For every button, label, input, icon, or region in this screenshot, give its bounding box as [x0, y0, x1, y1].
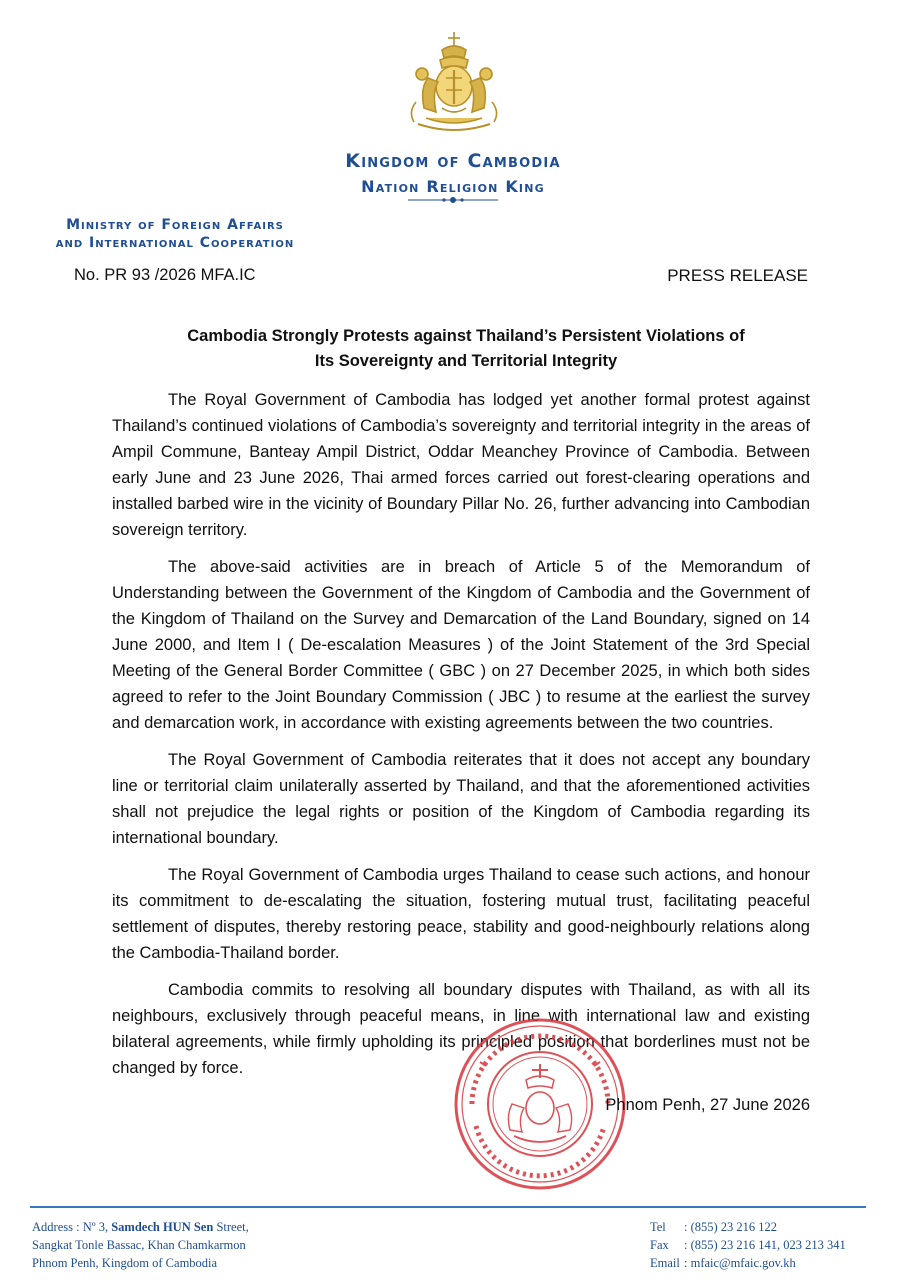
tel-value: : (855) 23 216 122 [684, 1220, 778, 1234]
tel-label: Tel [650, 1220, 666, 1234]
email-value: : mfaic@mfaic.gov.kh [684, 1256, 796, 1270]
email-line [650, 1254, 846, 1272]
kingdom-heading [0, 150, 906, 196]
ministry-line-1: Ministry of Foreign Affairs [66, 217, 284, 233]
address-line-3: Phnom Penh, Kingdom of Cambodia [32, 1256, 218, 1270]
press-release-title [110, 324, 822, 374]
press-release-body [112, 387, 810, 1092]
body-paragraph: Cambodia commits to resolving all boundary disputes with Thailand, as with all its neighbours, exclusively through peaceful means, in line with international law and existing bilateral agreements, while firmly upholding its principled position that borderlines must not be changed by force. [112, 981, 810, 1077]
tel-line [650, 1218, 846, 1236]
title-line-2: Its Sovereignty and Territorial Integrity [314, 352, 618, 370]
address-line-2: Sangkat Tonle Bassac, Khan Chamkarmon [32, 1238, 246, 1252]
body-paragraph: The Royal Government of Cambodia has lodged yet another formal protest against Thailand’s continued violations of Cambodia’s sovereignty and territorial integrity in the areas of Ampil Commune, Banteay Ampil District, Oddar Meanchey Province of Cambodia. Between early June and 23 June 2026, Thai armed forces carried out forest-clearing operations and installed barbed wire in the vicinity of Boundary Pillar No. 26, further advancing into Cambodian sovereign territory. [112, 391, 810, 539]
divider-ornament-icon [408, 196, 498, 204]
footer-address [32, 1218, 249, 1272]
ministry-heading [30, 216, 320, 252]
body-paragraph: The above-said activities are in breach of Article 5 of the Memorandum of Understanding between the Government of the Kingdom of Cambodia and the Government of the Kingdom of Thailand on the Survey and Demarcation of the Land Boundary, signed on 14 June 2000, and Item I ( De-escalation Measures ) of the Joint Statement of the 3rd Special Meeting of the General Border Committee ( GBC ) on 27 December 2025, in which both sides agreed to refer to the Joint Boundary Commission ( JBC ) to resume at the earliest the survey and demarcation work, in accordance with existing agreements between the two countries. [112, 558, 810, 732]
address-street: Samdech HUN Sen [111, 1220, 214, 1234]
fax-label: Fax [650, 1238, 669, 1252]
email-label: Email [650, 1256, 680, 1270]
fax-line [650, 1236, 846, 1254]
document-type: PRESS RELEASE [667, 266, 808, 285]
ministry-seal-stamp [452, 1016, 628, 1192]
kingdom-title: Kingdom of Cambodia [345, 150, 561, 172]
title-line-1: Cambodia Strongly Protests against Thailand’s Persistent Violations of [187, 327, 745, 345]
footer-divider [30, 1206, 866, 1208]
kingdom-motto: Nation Religion King [361, 177, 545, 196]
address-line-1 [32, 1218, 249, 1236]
ministry-line-2: and International Cooperation [55, 235, 295, 251]
body-paragraph: The Royal Government of Cambodia urges Thailand to cease such actions, and honour its commitment to de-escalating the situation, fostering mutual trust, facilitating peaceful settlement of disputes, thereby restoring peace, stability and good-neighbourly relations along the Cambodia-Thailand border. [112, 866, 810, 962]
footer-contact [650, 1218, 846, 1272]
royal-coat-of-arms-icon [398, 28, 510, 140]
address-label: Address : Nº 3, [32, 1220, 112, 1234]
reference-number: No. PR 93 /2026 MFA.IC [74, 266, 256, 284]
fax-value: : (855) 23 216 141, 023 213 341 [684, 1238, 846, 1252]
dateline: Phnom Penh, 27 June 2026 [605, 1096, 810, 1114]
body-paragraph: The Royal Government of Cambodia reiterates that it does not accept any boundary line or territorial claim unilaterally asserted by Thailand, and that the aforementioned activities shall not prejudice the legal rights or position of the Kingdom of Cambodia regarding its international boundary. [112, 751, 810, 847]
address-street-suffix: Street, [213, 1220, 249, 1234]
